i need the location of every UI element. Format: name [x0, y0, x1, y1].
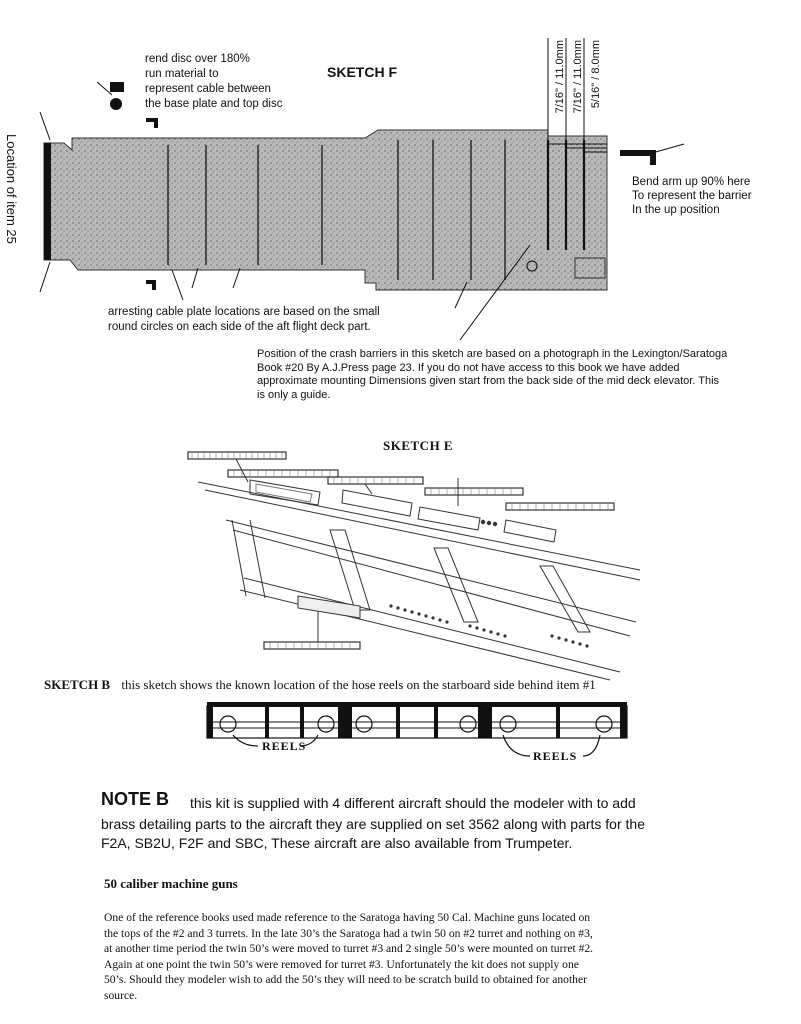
- sketch-e-hull: [188, 452, 640, 680]
- reels-label: REELS: [533, 749, 578, 763]
- bend-note-line: In the up position: [632, 204, 720, 216]
- guns-heading: 50 caliber machine guns: [104, 876, 238, 891]
- dimension-label: 7/16" / 11.0mm: [572, 40, 584, 114]
- cable-note-line: round circles on each side of the aft flight deck part.: [108, 321, 371, 333]
- sketch-e-title: SKETCH E: [383, 438, 454, 453]
- disc-note: [145, 52, 282, 112]
- sketch-b-caption-row: [44, 677, 596, 693]
- dimension-label: 5/16" / 8.0mm: [590, 40, 602, 109]
- note-b-body: [101, 815, 645, 853]
- bend-note-line: Bend arm up 90% here: [632, 176, 751, 188]
- location-label: Location of item 25: [4, 134, 19, 244]
- bend-note-line: To represent the barrier: [632, 190, 752, 202]
- disc-note-line: run material to: [145, 68, 219, 80]
- dimension-label: 7/16" / 11.0mm: [554, 40, 566, 114]
- barrier-note-line: is only a guide.: [257, 388, 331, 401]
- guns-line: One of the reference books used made reference to the Saratoga having 50 Cal. Machine guns located on: [104, 911, 591, 924]
- sketch-b-caption: this sketch shows the known location of the hose reels on the starboard side behind item #1: [121, 677, 596, 692]
- barrier-note: [257, 348, 727, 402]
- barrier-note-line: Book #20 By A.J.Press page 23. If you do not have access to this book we have added: [257, 361, 680, 374]
- sketch-b-title: SKETCH B: [44, 677, 111, 692]
- guns-line: the tops of the #2 and 3 turrets. In the late 30’s the Saratoga had a twin 50 on #2 turret and nothing on #3,: [104, 926, 593, 940]
- note-b-line: this kit is supplied with 4 different aircraft should the modeler with to add: [190, 795, 636, 811]
- guns-line: Again at one point the twin 50’s were removed for turret #3. Unfortunately the kit does not supply one: [104, 957, 579, 971]
- guns-line: at another time period the twin 50’s were moved to turret #3 and 2 single 50’s were mounted on turret #2.: [104, 942, 594, 955]
- cable-note-line: arresting cable plate locations are based on the small: [108, 306, 380, 318]
- note-b-title: NOTE B: [101, 789, 170, 809]
- note-b-line: F2A, SB2U, F2F and SBC, These aircraft are also available from Trumpeter.: [101, 835, 573, 851]
- disc-note-line: rend disc over 180%: [145, 53, 250, 65]
- barrier-note-line: Position of the crash barriers in this sketch are based on a photograph in the Lexington/Saratoga: [257, 348, 728, 360]
- guns-paragraph: [104, 910, 593, 1003]
- bend-note: [632, 175, 752, 217]
- flight-deck-strip: [44, 130, 607, 290]
- cable-note: [108, 305, 380, 335]
- reels-label: REELS: [262, 739, 307, 753]
- guns-line: source.: [104, 988, 138, 1002]
- disc-note-line: the base plate and top disc: [145, 98, 283, 110]
- sketch-f-title: SKETCH F: [327, 64, 397, 80]
- disc-note-line: represent cable between: [145, 83, 271, 95]
- guns-line: 50’s. Should they modeler wish to add the 50’s they will need to be scratch build to obtained for another: [104, 973, 587, 986]
- sketch-e-portholes: [389, 520, 588, 648]
- note-b-line: brass detailing parts to the aircraft they are supplied on set 3562 along with parts for the: [101, 816, 645, 832]
- barrier-note-line: approximate mounting Dimensions given start from the back side of the mid deck elevator. This: [257, 375, 720, 387]
